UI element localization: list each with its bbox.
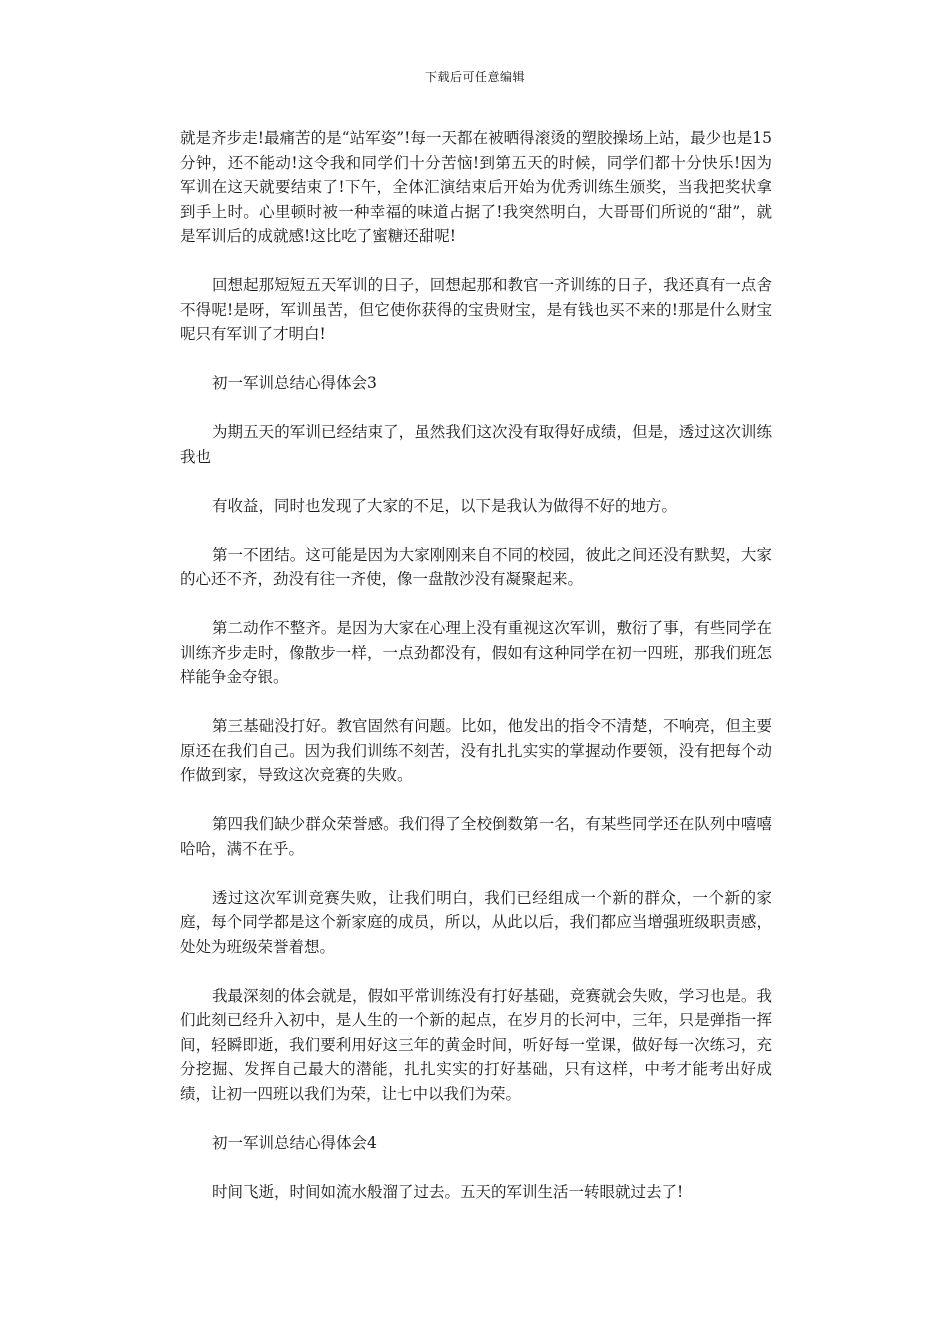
paragraph: 有收益，同时也发现了大家的不足，以下是我认为做得不好的地方。 xyxy=(212,496,678,515)
paragraph: 时间飞逝，时间如流水般溜了过去。五天的军训生活一转眼就过去了! xyxy=(212,1182,684,1201)
section-heading: 初一军训总结心得体会3 xyxy=(212,374,377,392)
section-heading: 初一军训总结心得体会4 xyxy=(212,1133,377,1152)
document-body xyxy=(180,126,772,1229)
paragraph: 透过这次军训竞赛失败，让我们明白，我们已经组成一个新的群众，一个新的家庭，每个同学都是这个新家庭的成员，所以，从此以后，我们都应当增强班级职责感，处处为班级荣誉着想。 xyxy=(180,888,772,956)
paragraph: 第一不团结。这可能是因为大家刚刚来自不同的校园，彼此之间还没有默契，大家的心还不齐，劲没有往一齐使，像一盘散沙没有凝聚起来。 xyxy=(180,545,772,588)
paragraph: 第二动作不整齐。是因为大家在心理上没有重视这次军训，敷衍了事，有些同学在训练齐步走时，像散步一样，一点劲都没有，假如有这种同学在初一四班，那我们班怎样能争金夺银。 xyxy=(180,619,772,686)
paragraph: 就是齐步走!最痛苦的是“站军姿”!每一天都在被晒得滚烫的塑胶操场上站，最少也是15分钟，还不能动!这令我和同学们十分苦恼!到第五天的时候，同学们都十分快乐!因为军训在这天就要结束了!下午，全体汇演结束后开始为优秀训练生颁奖，当我把奖状拿到手上时。心里顿时被一种幸福的味道占据了!我突然明白，大哥哥们所说的“甜”，就是军训后的成就感!这比吃了蜜糖还甜呢! xyxy=(180,129,772,245)
paragraph: 回想起那短短五天军训的日子，回想起那和教官一齐训练的日子，我还真有一点舍不得呢!是呀，军训虽苦，但它使你获得的宝贵财宝，是有钱也买不来的!那是什么财宝呢只有军训了才明白! xyxy=(180,276,772,343)
paragraph: 第四我们缺少群众荣誉感。我们得了全校倒数第一名，有某些同学还在队列中嘻嘻哈哈，满不在乎。 xyxy=(180,815,772,858)
paragraph: 为期五天的军训已经结束了，虽然我们这次没有取得好成绩，但是，透过这次训练我也 xyxy=(180,423,772,466)
paragraph: 第三基础没打好。教官固然有问题。比如，他发出的指令不清楚，不响亮，但主要原还在我们自己。因为我们训练不刻苦，没有扎扎实实的掌握动作要领，没有把每个动作做到家，导致这次竞赛的失败。 xyxy=(180,717,772,784)
paragraph: 我最深刻的体会就是，假如平常训练没有打好基础，竞赛就会失败，学习也是。我们此刻已经升入初中，是人生的一个新的起点，在岁月的长河中，三年，只是弹指一挥间，轻瞬即逝，我们要利用好这三年的黄金时间，听好每一堂课，做好每一次练习，充分挖掘、发挥自己最大的潜能，扎扎实实的打好基础，只有这样，中考才能考出好成绩，让初一四班以我们为荣，让七中以我们为荣。 xyxy=(180,986,772,1103)
page-header: 下载后可任意编辑 xyxy=(424,70,525,84)
